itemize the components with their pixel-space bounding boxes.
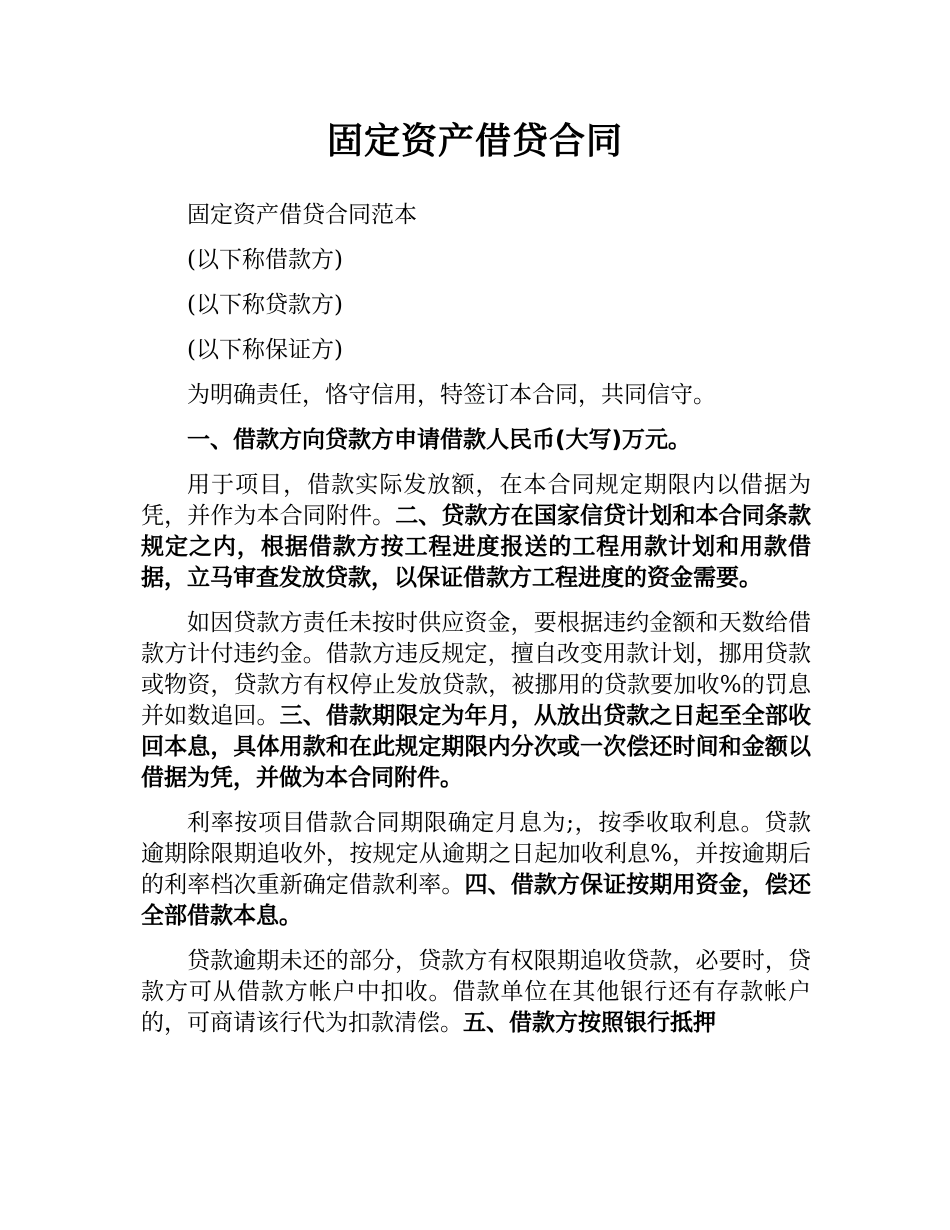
- paragraph-text: (以下称借款方): [187, 247, 343, 273]
- paragraph-10: [141, 946, 811, 1039]
- document-title: 固定资产借贷合同: [326, 121, 623, 162]
- clause-1-heading: [141, 425, 811, 456]
- document-body: [141, 200, 811, 1053]
- paragraph-text: (以下称贷款方): [187, 292, 343, 318]
- paragraph-2: [141, 245, 811, 276]
- paragraph-text: 如因贷款方责任未按时供应资金，要根据违约金额和天数给借款方计付违约金。借款方违反规定，擅自改变用款计划，挪用贷款或物资，贷款方有权停止发放贷款，被挪用的贷款要加收%的罚息并如数追回。: [141, 610, 811, 729]
- clause-heading-text: 一、借款方向贷款方申请借款人民币(大写)万元。: [187, 427, 692, 453]
- paragraph-text: 利率按项目借款合同期限确定月息为;，按季收取利息。贷款逾期除限期追收外，按规定从逾期之日起加收利息%，并按逾期后的利率档次重新确定借款利率。: [141, 810, 811, 898]
- paragraph-4: [141, 335, 811, 366]
- paragraph-8: [141, 608, 811, 794]
- clause-2-text: 二、贷款方在国家信贷计划和本合同条款规定之内，根据借款方按工程进度报送的工程用款计划和用款借据，立马审查发放贷款，以保证借款方工程进度的资金需要。: [141, 503, 812, 591]
- paragraph-1: [141, 200, 811, 231]
- paragraph-7: [141, 470, 811, 594]
- paragraph-3: [141, 290, 811, 321]
- paragraph-5: [141, 380, 811, 411]
- clause-3-text: 三、借款期限定为年月，从放出贷款之日起至全部收回本息，具体用款和在此规定期限内分次或一次偿还时间和金额以借据为凭，并做为本合同附件。: [141, 703, 812, 791]
- paragraph-text: 用于项目，借款实际发放额，在本合同规定期限内以借据为凭，并作为本合同附件。: [141, 472, 811, 529]
- paragraph-text: 为明确责任，恪守信用，特签订本合同，共同信守。: [187, 382, 716, 408]
- paragraph-text: 固定资产借贷合同范本: [187, 202, 417, 228]
- paragraph-text: 贷款逾期未还的部分，贷款方有权限期追收贷款，必要时，贷款方可从借款方帐户中扣收。借款单位在其他银行还有存款帐户的，可商请该行代为扣款清偿。: [141, 948, 811, 1036]
- clause-4-text: 四、借款方保证按期用资金，偿还全部借款本息。: [141, 872, 812, 929]
- paragraph-text: (以下称保证方): [187, 337, 343, 363]
- clause-5-text: 五、借款方按照银行抵押: [463, 1010, 716, 1036]
- paragraph-9: [141, 808, 811, 932]
